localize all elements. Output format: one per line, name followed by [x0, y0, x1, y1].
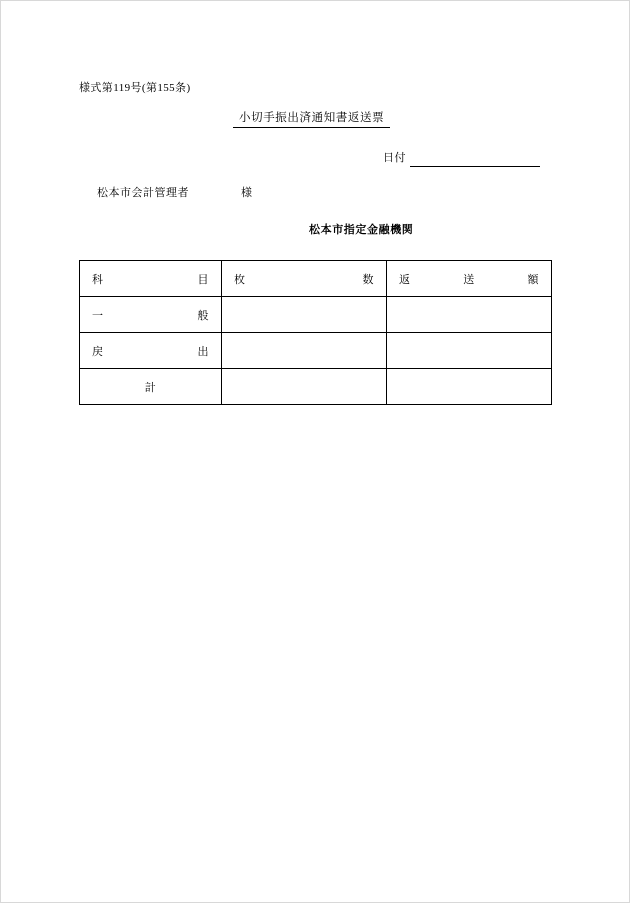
- header-category-right: 目: [197, 273, 209, 286]
- date-label: 日付: [383, 152, 406, 164]
- row-label-general: [80, 297, 222, 333]
- table-row: [80, 297, 552, 333]
- date-input-line[interactable]: [410, 152, 540, 167]
- row-total-label: 計: [80, 369, 222, 405]
- header-cell-count: [222, 261, 387, 297]
- row-label-refund: [80, 333, 222, 369]
- row-refund-amount[interactable]: [387, 333, 552, 369]
- addressee-name: 松本市会計管理者: [97, 187, 189, 199]
- header-count-left: 枚: [234, 273, 246, 286]
- header-amount-right: 額: [527, 273, 539, 286]
- date-field: [383, 149, 540, 167]
- row-general-count[interactable]: [222, 297, 387, 333]
- table-row: [80, 333, 552, 369]
- row-total-count[interactable]: [222, 369, 387, 405]
- row-total-amount[interactable]: [387, 369, 552, 405]
- document-title: 小切手振出済通知書返送票: [233, 109, 390, 128]
- addressee-honorific: 様: [241, 187, 253, 199]
- row-refund-left: 戻: [92, 345, 104, 358]
- row-general-left: 一: [92, 309, 104, 322]
- row-general-right: 般: [197, 309, 209, 322]
- header-cell-amount: [387, 261, 552, 297]
- issuer-name: 松本市指定金融機関: [309, 224, 414, 236]
- header-cell-category: [80, 261, 222, 297]
- row-refund-count[interactable]: [222, 333, 387, 369]
- return-slip-table: [79, 260, 552, 405]
- form-number: 様式第119号(第155条): [79, 82, 191, 94]
- header-count-right: 数: [362, 273, 374, 286]
- header-amount-left: 返: [399, 273, 411, 286]
- row-general-amount[interactable]: [387, 297, 552, 333]
- table-header-row: [80, 261, 552, 297]
- header-amount-center: 送: [463, 273, 475, 286]
- row-refund-right: 出: [197, 345, 209, 358]
- header-category-left: 科: [92, 273, 104, 286]
- table-total-row: [80, 369, 552, 405]
